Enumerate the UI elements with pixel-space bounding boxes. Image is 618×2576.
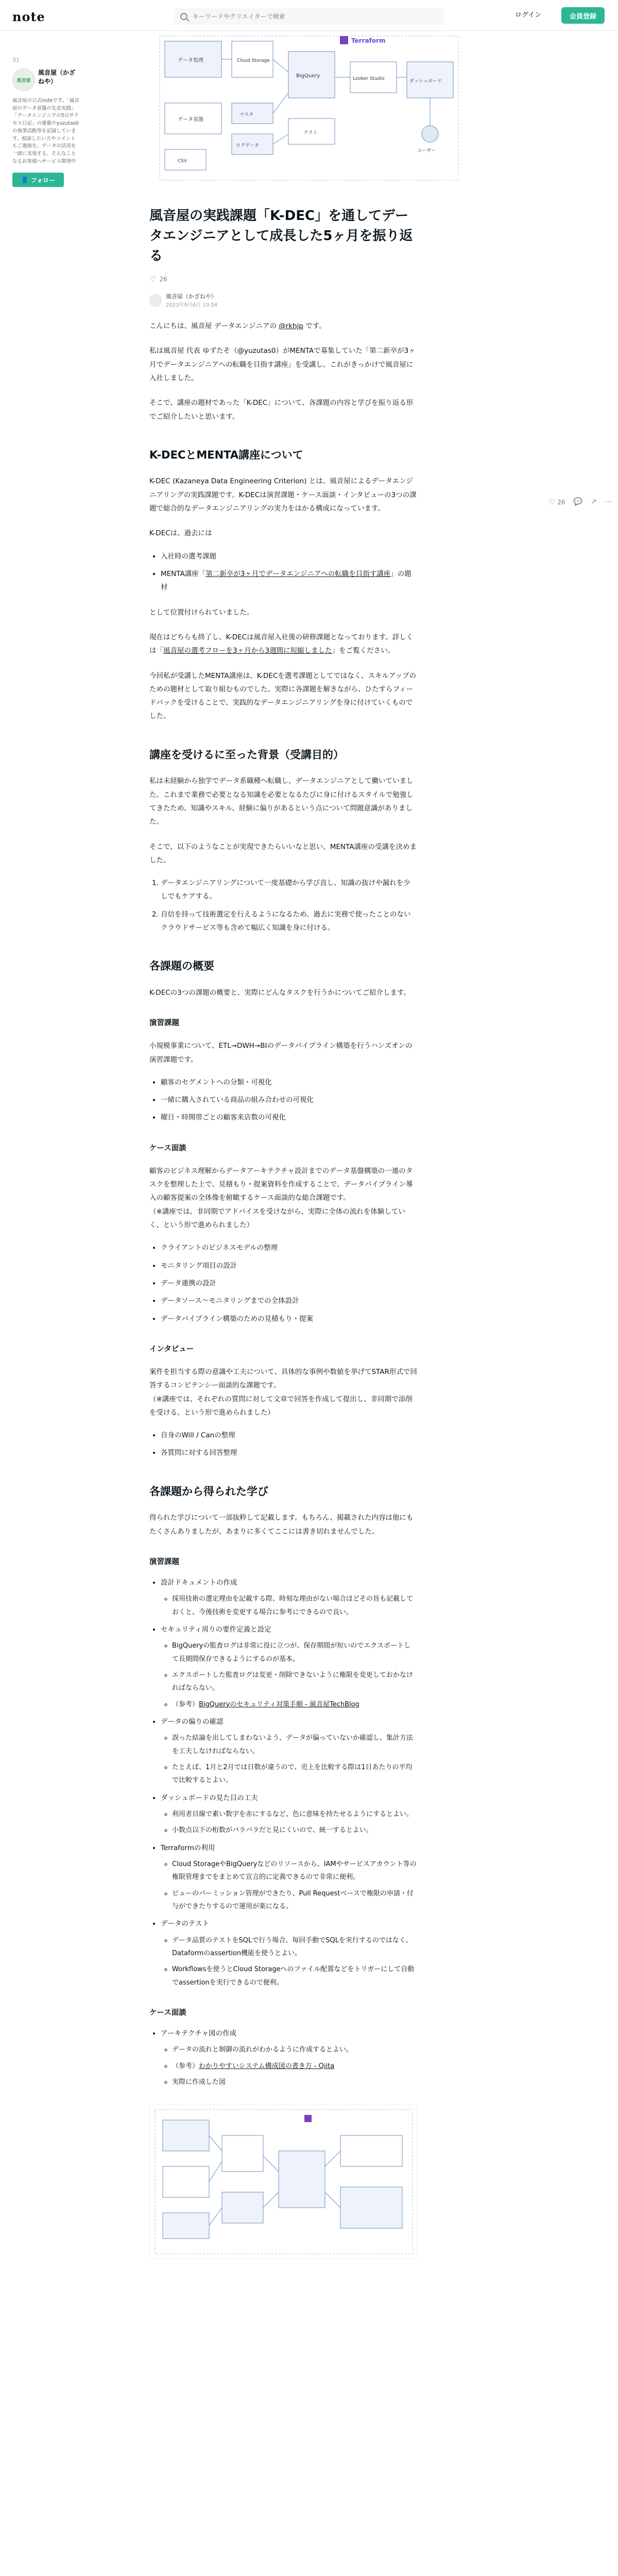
list-item: ◦ 採用技術の選定理由を記載する際、時刻な理由がない場合ほどその旨も記載しておくと、今後技術を変更する場合に参考にできるので良い。 [172, 1592, 417, 1619]
text: セキュリティ周りの要件定義と設定 [161, 1625, 271, 1634]
signup-button[interactable]: 会員登録 [561, 7, 605, 24]
hero-box-label: Cloud Storage [237, 58, 270, 63]
list-item: • データ連携の設計 [161, 1277, 417, 1290]
paragraph [149, 319, 417, 333]
paragraph: 私は未経験から独学でデータ系職種へ転職し、データエンジニアとして働いていました。これまで業務で必要となる知識を必要となるたびに身に付けるスタイルで勉強してきたため、知識やスキル、経験に偏りがあるという点について問題意識がありました。 [149, 777, 414, 826]
list-item: ◦ 実際に作成した図 [172, 2076, 417, 2089]
paragraph: K-DEC (Kazaneya Data Engineering Criterion) とは、風音屋によるデータエンジニアリングの実践課題です。K-DECは演習課題・ケース面談・インタビューの3つの課題で総合的なデータエンジニアリングの実力をはかる構成になっています。 [149, 477, 417, 513]
list-item: ◦ 利用者目線で素い数字を赤にするなど、色に意味を持たせるようにするとよい。 [172, 1808, 417, 1821]
list-item: • データパイプライン構築のための見積もり・提案 [161, 1312, 417, 1326]
comment-icon[interactable]: 💬 [573, 498, 582, 506]
list-item [161, 2027, 417, 2089]
list-item: ◦ BigQueryの監査ログは非常に役に立つが、保存期間が短いのでエクスポートして長期間保存できるようにするのが基本。 [172, 1639, 417, 1666]
text: ダッシュボードの見た目の工夫 [161, 1793, 258, 1802]
nested-list [161, 1808, 417, 1837]
list-item: • データソース〜モニタリングまでの全体設計 [161, 1294, 417, 1308]
bullet-list [149, 550, 417, 595]
terraform-label: Terraform [351, 37, 386, 44]
author-name[interactable]: 風音屋（かざねや） [38, 69, 76, 86]
section-heading: 各課題の概要 [149, 960, 214, 973]
text: 案件を担当する際の意識や工夫について、具体的な事例や数値を挙げてSTAR形式で回答するコンピテンシー面談的な課題です。 [149, 1367, 417, 1390]
person-plus-icon: 👤 [21, 176, 29, 184]
hero-diagram-svg [149, 31, 469, 185]
hero-box-label: ログデータ [236, 143, 260, 148]
text: 」をご覧ください。 [332, 647, 395, 655]
hero-box-label: Looker Studio [353, 76, 385, 81]
paragraph [149, 1164, 417, 1232]
paragraph: そこで、講座の題材であった「K-DEC」について、各課題の内容と学びを振り返る形でご紹介したいと思います。 [149, 399, 414, 421]
list-item: ◦ Workflowsを使うとCloud Storageへのファイル配置などをトリガーにして自動でassertionを実行できるので便利。 [172, 1963, 417, 1989]
text: です。 [303, 322, 326, 330]
heart-icon: ♡ [548, 497, 556, 506]
float-like-count: 26 [557, 499, 565, 506]
text: データの偏りの確認 [161, 1717, 224, 1726]
paragraph: 得られた学びについて一部抜粋して記載します。もちろん、掲載された内容は他にもたくさんありましたが、あまりに多くてここには書き切れませんでした。 [149, 1514, 414, 1536]
list-item: • モニタリング項目の設計 [161, 1259, 417, 1273]
hero-box-label: ダッシュボード [409, 79, 442, 84]
list-item [172, 2060, 417, 2073]
paragraph [149, 1365, 417, 1419]
top-bar [0, 0, 618, 31]
paragraph: 今回私が受講したMENTA講座は、K-DECを選考課題としてではなく、スキルアップのための題材として取り組むものでした。実際に各課題を解きながら、ひたすらフィードバックを受けることで、実践的なデータエンジニアリングを身に付けていくものでした。 [149, 671, 417, 721]
sub-heading: 演習課題 [149, 1557, 179, 1566]
list-item: ◦ Cloud StorageやBigQueryなどのリソースから、IAMやサービスアカウント等の権限管理までをまとめて宣言的に定義できるので非常に便利。 [172, 1858, 417, 1884]
selection-flow-link[interactable]: 風音屋の選考フローを3ヶ月から3週間に短縮しました [163, 647, 332, 655]
text: 現在はどちらも終了し、K-DECは風音屋入社後の研修課題となっております。詳しくは「 [149, 633, 414, 655]
paragraph: K-DECの3つの課題の概要と、実際にどんなタスクを行うかについてご紹介します。 [149, 988, 410, 997]
article-meta [149, 292, 417, 308]
section-heading: 講座を受けるに至った背景（受講目的） [149, 748, 344, 761]
hero-architecture-diagram [149, 31, 469, 185]
nested-list [161, 1592, 417, 1619]
bullet-list [149, 2027, 417, 2089]
bullet-list [149, 1576, 417, 1989]
numbered-list [149, 876, 417, 935]
list-item: ◦ たとえば、1月と2月では日数が違うので、売上を比較する際は1日あたりの平均で比較するとよい。 [172, 1761, 417, 1787]
architecture-figure-svg [150, 2105, 418, 2259]
login-link[interactable]: ログイン [515, 11, 542, 19]
sub-heading: インタビュー [149, 1345, 194, 1353]
meta-author-name[interactable]: 風音屋（かざねや） [166, 293, 217, 300]
sub-heading: 演習課題 [149, 1019, 179, 1028]
follow-label: フォロー [30, 176, 56, 184]
hero-box-label: データ処理 [178, 58, 203, 63]
nested-list [161, 2043, 417, 2089]
publish-date: 2023年9月6日 10:54 [166, 302, 218, 308]
follow-button[interactable] [12, 173, 64, 187]
text: こんにちは、風音屋 データエンジニアの [149, 322, 279, 330]
like-row[interactable] [149, 275, 417, 284]
list-item: ◦ データの流れと制御の流れがわかるように作成するとよい。 [172, 2043, 417, 2056]
hero-box-label: テスト [304, 130, 318, 135]
paragraph: そこで、以下のようなことが実現できたらいいなと思い、MENTA講座の受講を決めました。 [149, 842, 417, 865]
article-title: 風音屋の実践課題「K-DEC」を通してデータエンジニアとして成長した5ヶ月を振り返る [149, 208, 413, 264]
text: アーキテクチャ図の作成 [161, 2029, 237, 2038]
list-item [161, 567, 417, 595]
text: 顧客のビジネス理解からデータアーキテクチャ設計までのデータ基盤構築の一連のタスクを整理した上で、見積もり・提案資料を作成することで、データパイプライン導入の顧客提案の全体像を俯瞰するケース面談的な総合課題です。 [149, 1166, 413, 1202]
list-item [161, 1917, 417, 1989]
list-item: ◦ 小数点以下の桁数がバラバラだと見にくいので、統一するとよい。 [172, 1824, 417, 1837]
text: MENTA講座「 [161, 569, 206, 578]
sub-heading: ケース面談 [149, 1144, 186, 1153]
text: Terraformの利用 [161, 1843, 215, 1852]
text: 設計ドキュメントの作成 [161, 1578, 237, 1587]
list-item: 2. 自信を持って技術選定を行えるようになるため、過去に実務で使ったことのないクラウドサービス等も含めて幅広く知識を身に付ける。 [161, 908, 417, 935]
avatar[interactable]: 風音屋 [12, 69, 35, 91]
heart-icon[interactable]: ♡ [149, 275, 157, 284]
note-logo[interactable]: note [12, 9, 45, 24]
list-item [161, 1791, 417, 1837]
list-item [172, 1698, 417, 1711]
nested-list [161, 1639, 417, 1711]
menta-course-link[interactable]: 第二新卒が3ヶ月でデータエンジニアへの転職を目指す講座 [205, 569, 391, 578]
text: 」の題材 [161, 569, 411, 592]
search-icon [180, 13, 187, 20]
paragraph: 私は風音屋 代表 ゆずたそ（@yuzutas0）がMENTAで募集していた「第二新卒が3ヶ月でデータエンジニアへの転職を目指す講座」を受講し、これがきっかけで風音屋に入社しました。 [149, 347, 416, 382]
list-item: • クライアントのビジネスモデルの整理 [161, 1241, 417, 1255]
like-count: 26 [159, 276, 167, 283]
author-sidebar [12, 57, 79, 187]
list-item: • 曜日・時間帯ごとの顧客来店数の可視化 [161, 1111, 417, 1124]
list-item [161, 1576, 417, 1619]
more-icon[interactable]: ⋯ [605, 498, 612, 506]
qiita-architecture-link[interactable]: わかりやすいシステム構成図の書き方 - Qiita [199, 2062, 335, 2070]
sub-heading: ケース面談 [149, 2008, 186, 2017]
author-bio: 風音屋の公式noteです。「風音屋のデータ基盤の先史実践」「データエンジニアの5日サクセス日記」の連載やyuzutas0の執筆活動等を記録しています。相談したい方やコメントもご連絡を。データの活用を一緒に実現する、そんなことなるお客様へサービス開発中 [12, 98, 79, 164]
section-heading: 各課題から得られた学び [149, 1485, 268, 1498]
article [149, 206, 417, 2259]
list-item: ◦ データ品質のテストをSQLで行う場合、毎回手動でSQLを実行するのではなく、Dataformのassertion機能を使うとよい。 [172, 1934, 417, 1960]
list-item: • 入社時の選考課題 [161, 550, 417, 563]
list-item: • 顧客のセグメントへの分類・可視化 [161, 1076, 417, 1089]
list-item: 1. データエンジニアリングについて一度基礎から学び直し、知識の抜けや漏れを少しでもケアする。 [161, 876, 417, 904]
paragraph [149, 631, 417, 658]
text: （参考） [172, 2062, 199, 2070]
paragraph: 小規模事業について、ETL→DWH→BIのデータパイプライン構築を行うハンズオンの演習課題です。 [149, 1042, 413, 1064]
author-mention-link[interactable]: @rkhjp [279, 322, 303, 330]
nested-list [161, 1934, 417, 1989]
bullet-list [149, 1429, 417, 1460]
hero-box-label: CSV [178, 159, 187, 164]
bullet-list [149, 1241, 417, 1326]
floating-actions [548, 497, 612, 506]
list-item: • 自身のWill / Canの整理 [161, 1429, 417, 1442]
list-item: ◦ エクスポートした監査ログは変更・削除できないように権限を変更しておかなければならない。 [172, 1669, 417, 1695]
text: （参考） [172, 1700, 199, 1708]
paragraph: K-DECは、過去には [149, 529, 212, 538]
hero-box-label: データ基盤 [178, 117, 203, 123]
magazine-count: 31 [12, 57, 20, 63]
article-body [149, 319, 417, 2259]
hero-box-label: ユーザー [417, 148, 436, 154]
text: データのテスト [161, 1920, 209, 1928]
hero-box-label: マスタ [239, 112, 254, 117]
list-item [161, 1715, 417, 1787]
architecture-figure [149, 2104, 417, 2259]
list-item [161, 1623, 417, 1711]
share-icon[interactable]: ↗ [591, 498, 597, 506]
like-button[interactable] [548, 497, 565, 506]
list-item: • 各質問に対する回答整理 [161, 1446, 417, 1460]
section-heading: K-DECとMENTA講座について [149, 448, 303, 461]
hero-box-label: BigQuery [296, 73, 320, 79]
search-input[interactable] [193, 13, 419, 20]
list-item: ◦ 誤った結論を出してしまわないよう、データが偏っていないか確認し、集計方法を工夫しなければならない。 [172, 1732, 417, 1758]
list-item [161, 1841, 417, 1913]
list-item: • 一緒に購入されている商品の組み合わせの可視化 [161, 1093, 417, 1107]
paragraph: として位置付けられていました。 [149, 608, 254, 617]
bullet-list [149, 1076, 417, 1125]
note-text: （※講座では、それぞれの質問に対して文章で回答を作成して提出し、非同期で添削を受ける、という形で進められました） [149, 1395, 413, 1417]
search-box[interactable] [174, 8, 444, 25]
nested-list [161, 1732, 417, 1787]
avatar[interactable] [149, 294, 162, 307]
note-text: （※講座では、非同期でアドバイスを受けながら、実際に全体の流れを体験していく、という形で進められました） [149, 1207, 405, 1229]
bigquery-security-link[interactable]: BigQueryのセキュリティ対策手順 - 風音屋TechBlog [199, 1700, 359, 1708]
nested-list [161, 1858, 417, 1913]
list-item: ◦ ビューのパーミッション管理ができたり、Pull Requestベースで権限の申請・付与ができたりするので運用が楽になる。 [172, 1887, 417, 1913]
